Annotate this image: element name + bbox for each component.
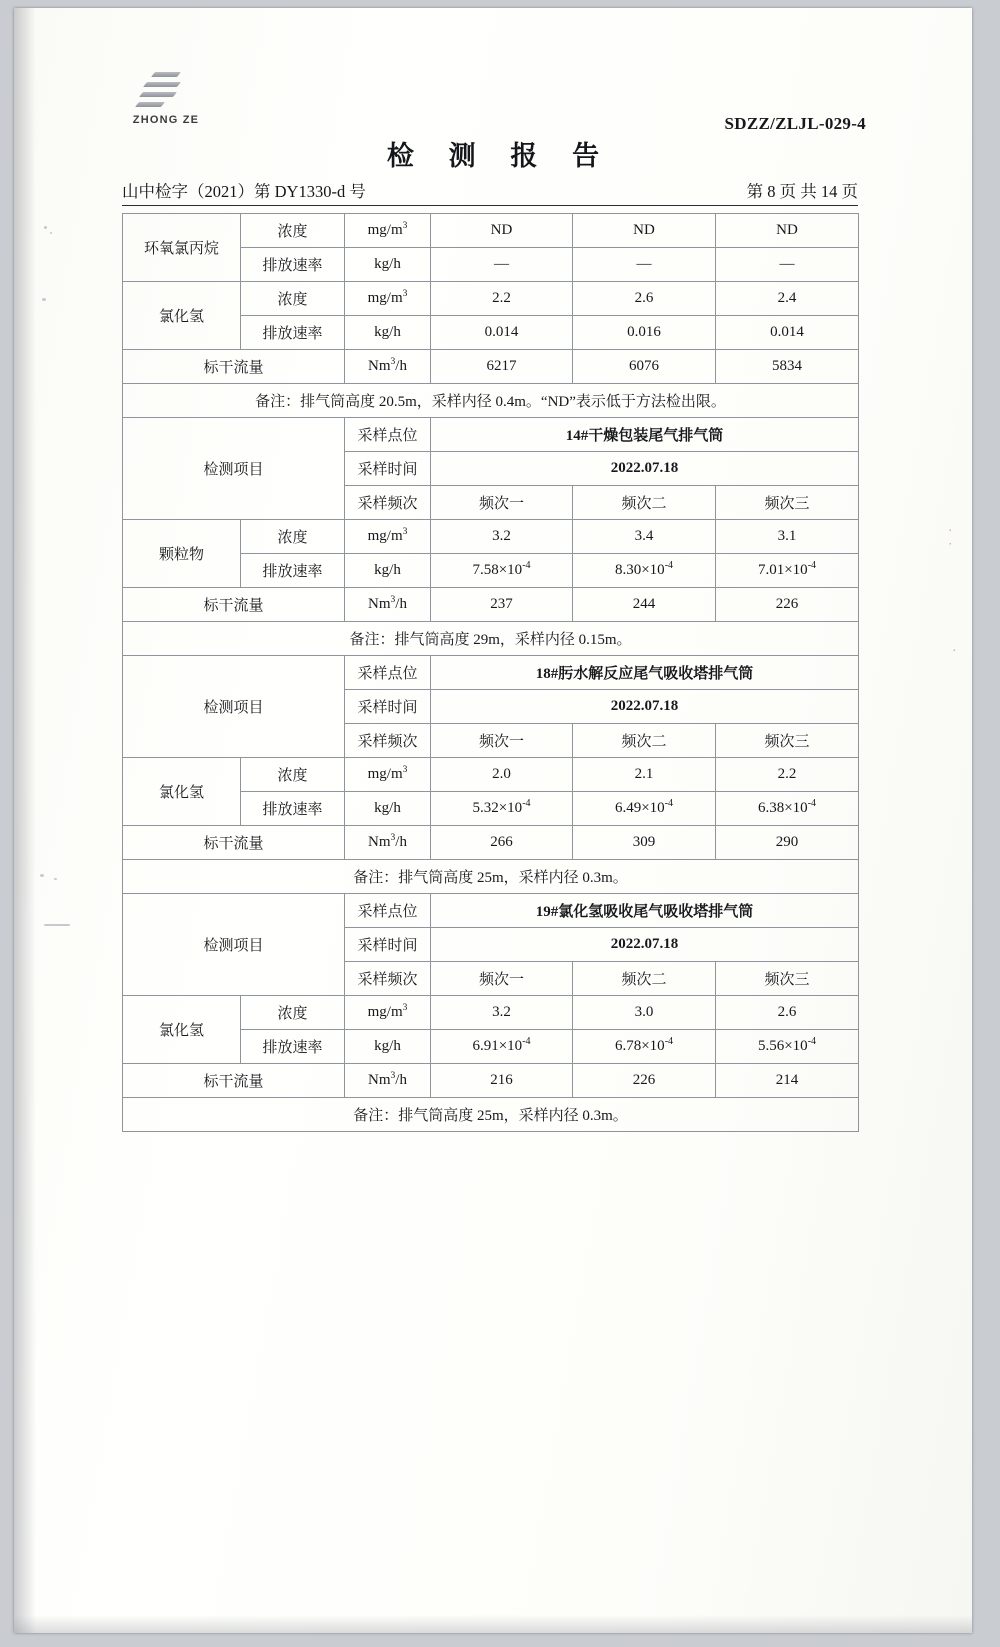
scan-speck <box>54 878 57 880</box>
value-cell: 226 <box>573 1064 716 1098</box>
row-label-emission-rate: 排放速率 <box>241 1030 345 1064</box>
scan-speck <box>44 924 70 926</box>
table-row <box>123 1064 859 1098</box>
value-cell: 2.0 <box>431 758 573 792</box>
unit-cell: kg/h <box>345 316 431 350</box>
value-cell: 244 <box>573 588 716 622</box>
unit-cell: Nm$^3$/h <box>345 1064 431 1098</box>
test-item-label: 检测项目 <box>123 418 345 520</box>
value-cell: 3.2 <box>431 520 573 554</box>
value-cell: — <box>573 248 716 282</box>
freq-header-2: 频次二 <box>573 486 716 520</box>
row-label-emission-rate: 排放速率 <box>241 248 345 282</box>
remark-cell: 备注：排气筒高度 20.5m，采样内径 0.4m。“ND”表示低于方法检出限。 <box>123 384 859 418</box>
row-label-concentration: 浓度 <box>241 758 345 792</box>
sample-point-label: 采样点位 <box>345 656 431 690</box>
logo-text: ZHONG ZE <box>132 114 200 126</box>
value-cell: $5.32\times 10^{-4}$ <box>431 792 573 826</box>
sample-freq-label: 采样频次 <box>345 962 431 996</box>
table-row <box>123 996 859 1030</box>
table-row <box>123 418 859 452</box>
table-row <box>123 520 859 554</box>
sample-time-value: 2022.07.18 <box>431 452 859 486</box>
table-row <box>123 860 859 894</box>
unit-cell: Nm$^3$/h <box>345 350 431 384</box>
pollutant-name: 环氧氯丙烷 <box>123 214 241 282</box>
freq-header-2: 频次二 <box>573 962 716 996</box>
table-row <box>123 1098 859 1132</box>
value-cell: 2.4 <box>716 282 859 316</box>
remark-cell: 备注：排气筒高度 29m，采样内径 0.15m。 <box>123 622 859 656</box>
value-cell: 0.016 <box>573 316 716 350</box>
value-cell: $6.91\times 10^{-4}$ <box>431 1030 573 1064</box>
value-cell: ND <box>573 214 716 248</box>
unit-cell: $mg/m^3$ <box>345 996 431 1030</box>
test-item-label: 检测项目 <box>123 656 345 758</box>
freq-header-2: 频次二 <box>573 724 716 758</box>
unit-cell: Nm$^3$/h <box>345 826 431 860</box>
row-label-std-flow: 标干流量 <box>123 350 345 384</box>
freq-header-3: 频次三 <box>716 724 859 758</box>
remark-cell: 备注：排气筒高度 25m，采样内径 0.3m。 <box>123 1098 859 1132</box>
freq-header-1: 频次一 <box>431 962 573 996</box>
sample-point-label: 采样点位 <box>345 418 431 452</box>
scan-speck <box>40 874 44 877</box>
table-row <box>123 282 859 316</box>
row-label-std-flow: 标干流量 <box>123 826 345 860</box>
unit-cell: $mg/m^3$ <box>345 282 431 316</box>
subheader <box>122 178 858 206</box>
row-label-concentration: 浓度 <box>241 214 345 248</box>
value-cell: 6076 <box>573 350 716 384</box>
unit-cell: $mg/m^3$ <box>345 520 431 554</box>
table-row <box>123 350 859 384</box>
value-cell: 2.2 <box>431 282 573 316</box>
value-cell: 214 <box>716 1064 859 1098</box>
value-cell: 3.0 <box>573 996 716 1030</box>
handwritten-pink-mark: · · <box>943 528 958 549</box>
value-cell: 5834 <box>716 350 859 384</box>
row-label-concentration: 浓度 <box>241 996 345 1030</box>
table-row <box>123 588 859 622</box>
measurement-results-table <box>122 213 859 1132</box>
handwritten-pink-mark: · <box>947 648 962 656</box>
value-cell: $5.56\times 10^{-4}$ <box>716 1030 859 1064</box>
value-cell: $6.38\times 10^{-4}$ <box>716 792 859 826</box>
scan-speck <box>44 226 47 229</box>
value-cell: 309 <box>573 826 716 860</box>
scanned-page <box>14 8 972 1633</box>
row-label-emission-rate: 排放速率 <box>241 792 345 826</box>
value-cell: 266 <box>431 826 573 860</box>
sample-freq-label: 采样频次 <box>345 724 431 758</box>
value-cell: $7.01\times 10^{-4}$ <box>716 554 859 588</box>
remark-cell: 备注：排气筒高度 25m，采样内径 0.3m。 <box>123 860 859 894</box>
unit-cell: kg/h <box>345 792 431 826</box>
pollutant-name: 氯化氢 <box>123 282 241 350</box>
page-indicator: 第 8 页 共 14 页 <box>746 182 858 201</box>
row-label-emission-rate: 排放速率 <box>241 554 345 588</box>
value-cell: 216 <box>431 1064 573 1098</box>
unit-cell: Nm$^3$/h <box>345 588 431 622</box>
table-row <box>123 894 859 928</box>
value-cell: 3.2 <box>431 996 573 1030</box>
unit-cell: kg/h <box>345 1030 431 1064</box>
sample-point-value: 18#肟水解反应尾气吸收塔排气筒 <box>431 656 859 690</box>
sample-time-label: 采样时间 <box>345 452 431 486</box>
document-code: SDZZ/ZLJL-029-4 <box>724 114 866 133</box>
test-item-label: 检测项目 <box>123 894 345 996</box>
sample-time-label: 采样时间 <box>345 690 431 724</box>
scan-speck <box>42 298 46 301</box>
pollutant-name: 氯化氢 <box>123 758 241 826</box>
unit-cell: kg/h <box>345 554 431 588</box>
value-cell: 226 <box>716 588 859 622</box>
sample-point-value: 19#氯化氢吸收尾气吸收塔排气筒 <box>431 894 859 928</box>
table-row <box>123 214 859 248</box>
row-label-emission-rate: 排放速率 <box>241 316 345 350</box>
unit-cell: kg/h <box>345 248 431 282</box>
table-row <box>123 826 859 860</box>
value-cell: 0.014 <box>431 316 573 350</box>
table-row <box>123 384 859 418</box>
company-logo <box>118 70 214 126</box>
pollutant-name: 氯化氢 <box>123 996 241 1064</box>
sample-point-label: 采样点位 <box>345 894 431 928</box>
value-cell: ND <box>716 214 859 248</box>
value-cell: 2.2 <box>716 758 859 792</box>
row-label-std-flow: 标干流量 <box>123 588 345 622</box>
sample-freq-label: 采样频次 <box>345 486 431 520</box>
value-cell: 2.6 <box>716 996 859 1030</box>
value-cell: $7.58\times 10^{-4}$ <box>431 554 573 588</box>
value-cell: — <box>431 248 573 282</box>
unit-cell: $mg/m^3$ <box>345 214 431 248</box>
row-label-concentration: 浓度 <box>241 520 345 554</box>
report-header <box>14 8 972 201</box>
freq-header-3: 频次三 <box>716 486 859 520</box>
value-cell: $6.49\times 10^{-4}$ <box>573 792 716 826</box>
value-cell: ND <box>431 214 573 248</box>
value-cell: — <box>716 248 859 282</box>
value-cell: 0.014 <box>716 316 859 350</box>
value-cell: 2.1 <box>573 758 716 792</box>
freq-header-1: 频次一 <box>431 724 573 758</box>
value-cell: $8.30\times 10^{-4}$ <box>573 554 716 588</box>
table-row <box>123 758 859 792</box>
sample-point-value: 14#干燥包装尾气排气筒 <box>431 418 859 452</box>
sample-time-value: 2022.07.18 <box>431 928 859 962</box>
scan-speck <box>50 232 52 234</box>
value-cell: $6.78\times 10^{-4}$ <box>573 1030 716 1064</box>
sample-time-value: 2022.07.18 <box>431 690 859 724</box>
value-cell: 3.4 <box>573 520 716 554</box>
value-cell: 2.6 <box>573 282 716 316</box>
sample-time-label: 采样时间 <box>345 928 431 962</box>
value-cell: 3.1 <box>716 520 859 554</box>
value-cell: 6217 <box>431 350 573 384</box>
value-cell: 290 <box>716 826 859 860</box>
freq-header-3: 频次三 <box>716 962 859 996</box>
table-row <box>123 622 859 656</box>
row-label-concentration: 浓度 <box>241 282 345 316</box>
report-number: 山中检字（2021）第 DY1330-d 号 <box>122 182 366 201</box>
pollutant-name: 颗粒物 <box>123 520 241 588</box>
page-title: 检 测 报 告 <box>386 141 614 171</box>
table-row <box>123 656 859 690</box>
unit-cell: $mg/m^3$ <box>345 758 431 792</box>
row-label-std-flow: 标干流量 <box>123 1064 345 1098</box>
zhongze-mark-icon <box>133 70 199 112</box>
freq-header-1: 频次一 <box>431 486 573 520</box>
value-cell: 237 <box>431 588 573 622</box>
